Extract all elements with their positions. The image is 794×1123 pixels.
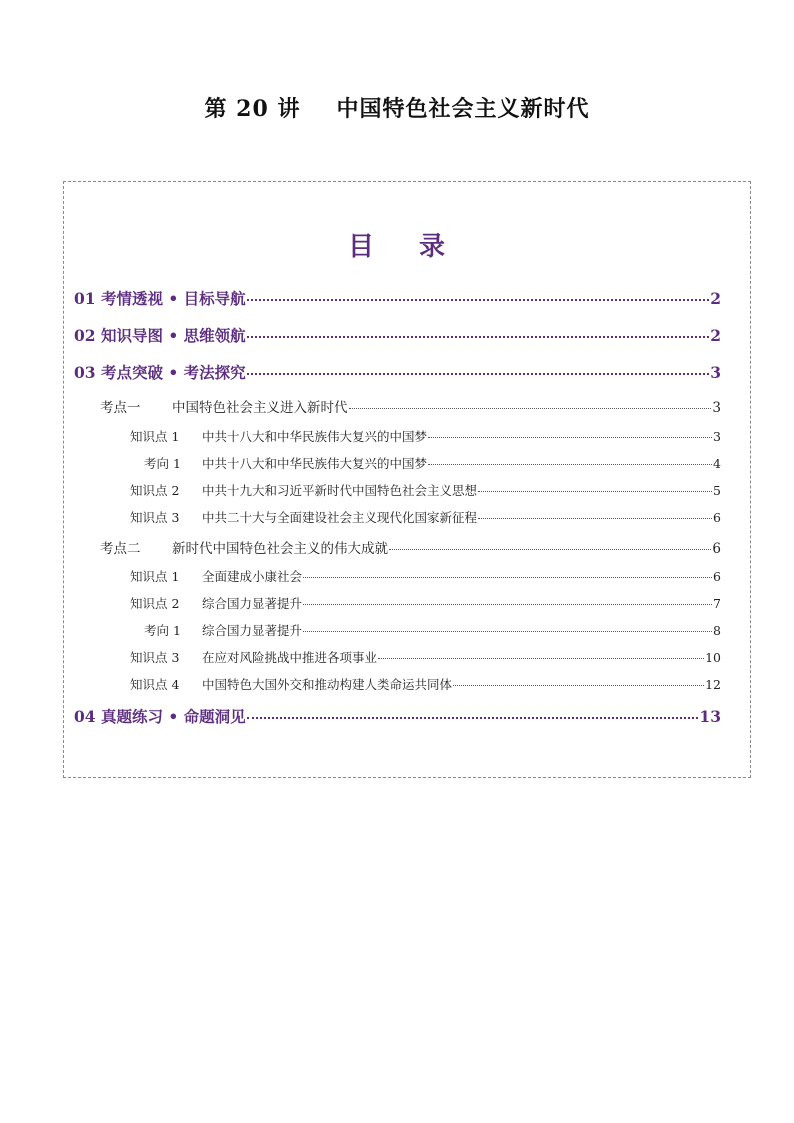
toc-entry-number: 知识点 4 [130, 677, 180, 692]
toc-entry-page: 5 [713, 483, 721, 498]
toc-entry-page: 6 [713, 569, 721, 584]
toc-entry-number: 考点一 [100, 400, 141, 416]
toc-leader-dots [478, 518, 712, 519]
toc-entry-title: 在应对风险挑战中推进各项事业 [202, 650, 378, 665]
toc-entry-page: 6 [712, 541, 721, 557]
toc-entry-page: 12 [705, 677, 721, 692]
toc-entry-number: 知识点 2 [130, 483, 180, 498]
toc-entry-page: 7 [713, 596, 721, 611]
toc-entry-page: 2 [710, 326, 721, 345]
toc-entry-title: 中共十九大和习近平新时代中国特色社会主义思想 [202, 483, 478, 498]
toc-entry-page: 3 [712, 400, 721, 416]
toc-entry-page: 2 [710, 289, 721, 308]
lecture-title: 中国特色社会主义新时代 [336, 96, 590, 122]
toc-entry-title: 01 考情透视 • 目标导航 [74, 289, 246, 308]
toc-entry-title: 全面建成小康社会 [202, 569, 303, 584]
toc-entry-title: 02 知识导图 • 思维领航 [74, 326, 246, 345]
toc-entry-page: 6 [713, 510, 721, 525]
toc-entry-title: 综合国力显著提升 [202, 596, 303, 611]
toc-entry-number: 考向 1 [144, 623, 181, 638]
toc-entry[interactable] [130, 508, 721, 526]
toc-entry-title: 04 真题练习 • 命题洞见 [74, 707, 246, 726]
toc-entry-page: 3 [713, 429, 721, 444]
toc-entry-page: 4 [713, 456, 721, 471]
toc-entry[interactable] [74, 287, 721, 309]
toc-entry-page: 8 [713, 623, 721, 638]
toc-entry-page: 3 [710, 363, 721, 382]
toc-entry-number: 考点二 [100, 541, 141, 557]
toc-entry[interactable] [100, 396, 721, 416]
toc-leader-dots [303, 577, 712, 578]
toc-entry[interactable] [130, 675, 721, 693]
toc-leader-dots [428, 464, 712, 465]
toc-heading: 目 录 [347, 232, 447, 262]
page-title [0, 92, 794, 123]
toc-entry-title: 中共二十大与全面建设社会主义现代化国家新征程 [202, 510, 478, 525]
toc-leader-dots [389, 549, 711, 550]
toc-leader-dots [247, 717, 699, 719]
toc-entry[interactable] [130, 567, 721, 585]
toc-entry[interactable] [100, 537, 721, 557]
toc-entry-number: 考向 1 [144, 456, 181, 471]
toc-entry[interactable] [130, 427, 721, 445]
toc-entry[interactable] [74, 324, 721, 346]
toc-leader-dots [303, 604, 712, 605]
toc-leader-dots [453, 685, 704, 686]
toc-entry[interactable] [130, 481, 721, 499]
toc-entry-number: 知识点 2 [130, 596, 180, 611]
toc-leader-dots [247, 299, 710, 301]
toc-entry-page: 13 [699, 707, 721, 726]
toc-entry[interactable] [74, 705, 721, 727]
toc-entry-number: 知识点 1 [130, 429, 180, 444]
toc-leader-dots [247, 373, 710, 375]
toc-entry-page: 10 [705, 650, 721, 665]
toc-entry-title: 03 考点突破 • 考法探究 [74, 363, 246, 382]
toc-entry[interactable] [130, 648, 721, 666]
toc-entry-title: 中共十八大和中华民族伟大复兴的中国梦 [202, 429, 428, 444]
toc-entry[interactable] [144, 621, 721, 639]
toc-entry-title: 新时代中国特色社会主义的伟大成就 [172, 541, 388, 557]
toc-entry[interactable] [130, 594, 721, 612]
toc-entry[interactable] [144, 454, 721, 472]
toc-entry-title: 中国特色社会主义进入新时代 [172, 400, 348, 416]
toc-entry-number: 知识点 1 [130, 569, 180, 584]
toc-entry[interactable] [74, 361, 721, 383]
toc-entry-title: 中国特色大国外交和推动构建人类命运共同体 [202, 677, 453, 692]
toc-leader-dots [247, 336, 710, 338]
toc-leader-dots [378, 658, 704, 659]
toc-leader-dots [303, 631, 712, 632]
lecture-number: 第 20 讲 [204, 96, 301, 122]
toc-entry-title: 综合国力显著提升 [202, 623, 303, 638]
toc-leader-dots [478, 491, 712, 492]
toc-leader-dots [428, 437, 712, 438]
toc-entry-number: 知识点 3 [130, 650, 180, 665]
toc-leader-dots [349, 408, 712, 409]
toc-entry-number: 知识点 3 [130, 510, 180, 525]
toc-entry-title: 中共十八大和中华民族伟大复兴的中国梦 [202, 456, 428, 471]
